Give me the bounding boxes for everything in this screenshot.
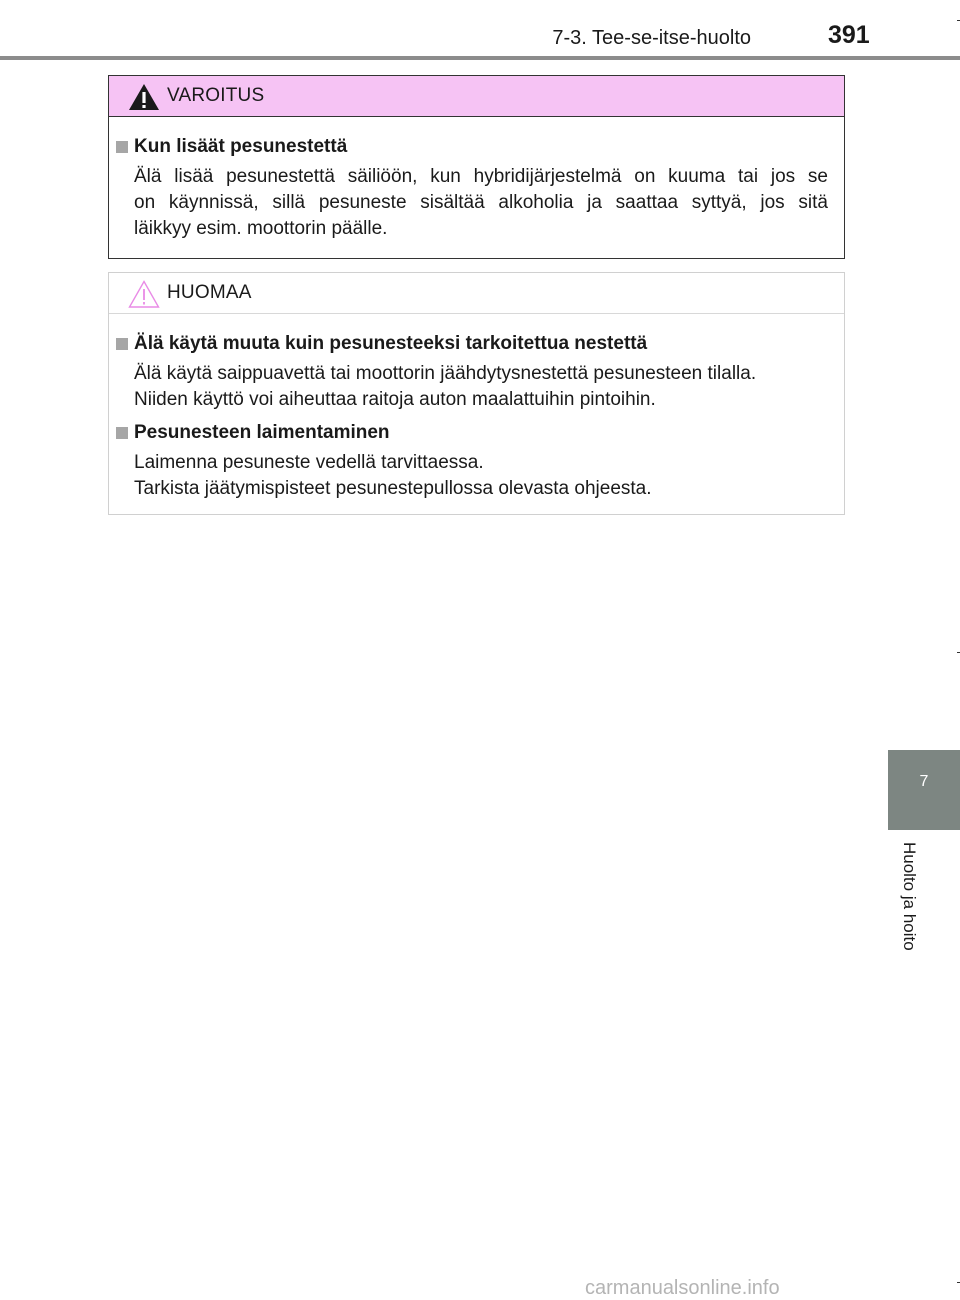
text-line: läikkyy esim. moottorin päälle. <box>134 218 388 239</box>
text-line: on käynnissä, sillä pesuneste sisältää alkoholia ja saattaa syttyä, jos sitä <box>134 192 828 213</box>
section-title: 7-3. Tee-se-itse-huolto <box>552 27 751 49</box>
text-line: Älä käytä saippuavettä tai moottorin jäähdytysnestettä pesunesteen tilalla. <box>134 363 757 384</box>
notice-box-header <box>109 273 844 314</box>
chapter-label: Huolto ja hoito <box>900 842 919 951</box>
warning-title: VAROITUS <box>167 85 265 106</box>
warning-triangle-icon <box>127 82 161 112</box>
notice-title: HUOMAA <box>167 282 252 303</box>
text-line: Laimenna pesuneste vedellä tarvittaessa. <box>134 452 484 473</box>
text-line: Älä lisää pesunestettä säiliöön, kun hybridijärjestelmä on kuuma tai jos se <box>134 166 828 187</box>
warning-item-heading <box>116 135 828 159</box>
notice-item <box>116 421 828 502</box>
warning-item <box>116 135 828 242</box>
page-header <box>0 0 960 62</box>
square-bullet-icon <box>116 427 128 439</box>
notice-item-heading <box>116 421 828 445</box>
text-line: Tarkista jäätymispisteet pesunestepullossa olevasta ohjeesta. <box>134 478 652 499</box>
notice-item-text <box>116 361 828 413</box>
notice-item <box>116 332 828 413</box>
warning-item-heading-text: Kun lisäät pesunestettä <box>134 136 348 157</box>
notice-box-body <box>109 314 844 502</box>
notice-item-heading-text: Älä käytä muuta kuin pesunesteeksi tarkoitettua nestettä <box>134 333 648 354</box>
header-rule <box>0 56 960 60</box>
notice-item-text <box>116 450 828 502</box>
chapter-number: 7 <box>919 773 929 790</box>
caution-triangle-outline-icon <box>127 279 161 309</box>
warning-box-header <box>109 76 844 117</box>
warning-box <box>108 75 845 259</box>
notice-item-heading-text: Pesunesteen laimentaminen <box>134 422 390 443</box>
footer-watermark: carmanualsonline.info <box>585 1277 780 1299</box>
warning-item-text <box>116 164 828 242</box>
text-line: Niiden käyttö voi aiheuttaa raitoja auton maalattuihin pintoihin. <box>134 389 656 410</box>
page-number: 391 <box>828 21 870 49</box>
chapter-tab <box>888 750 960 830</box>
warning-box-body <box>109 117 844 242</box>
notice-box <box>108 272 845 515</box>
square-bullet-icon <box>116 338 128 350</box>
square-bullet-icon <box>116 141 128 153</box>
notice-item-heading <box>116 332 828 356</box>
